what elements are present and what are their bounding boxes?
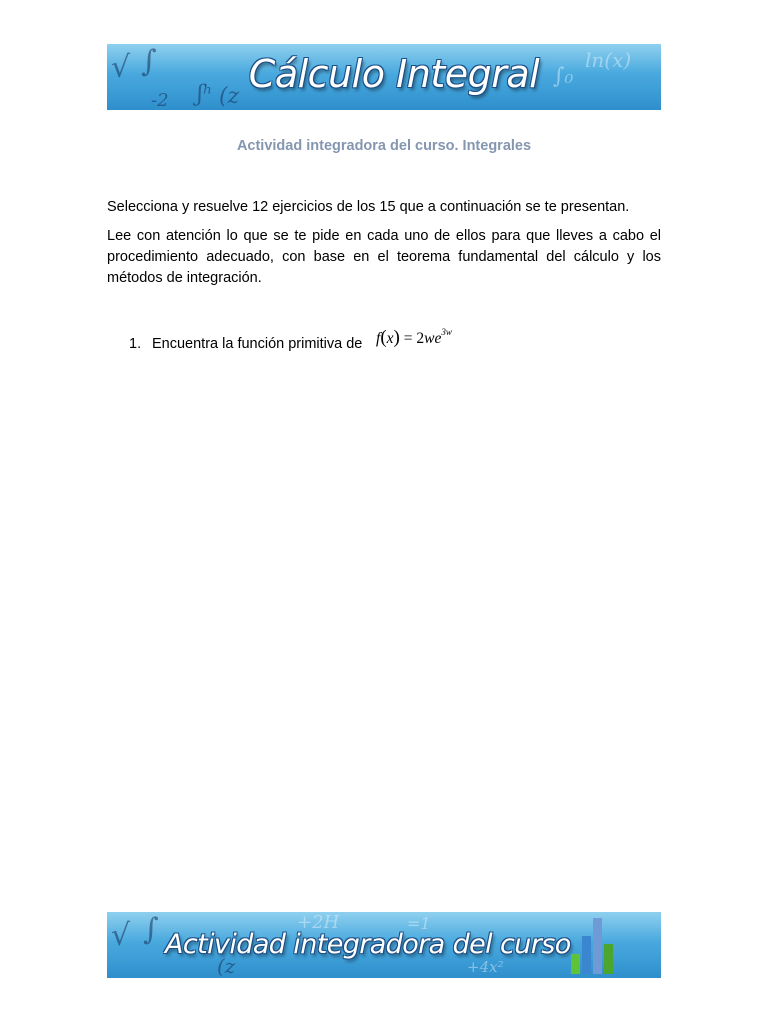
- banner-math-integral: ∫: [141, 44, 157, 79]
- instruction-paragraph-2: Lee con atención lo que se te pide en cada uno de ellos para que lleves a cabo el procedimiento adecuado, con base en el teorema fundamental del cálculo y los métodos de integración.: [107, 228, 661, 286]
- exercise-item-1: [129, 336, 362, 352]
- formula-equals: = 2: [399, 330, 425, 347]
- footer-banner: [107, 912, 661, 978]
- formula-open-paren: (: [380, 327, 387, 348]
- footer-math-sqrt: √: [111, 918, 131, 953]
- footer-banner-title: Actividad integradora del curso: [165, 929, 571, 960]
- banner-math-minus-two: -2: [151, 90, 169, 110]
- footer-math-z: (z: [217, 954, 236, 978]
- formula-close-paren: ): [393, 327, 400, 348]
- exercise-formula: [376, 327, 452, 349]
- formula-function: f: [376, 330, 381, 347]
- exercise-number: 1.: [129, 336, 142, 352]
- formula-exponent: 3w: [441, 326, 452, 337]
- header-banner: [107, 44, 661, 110]
- formula-e: e: [434, 330, 442, 347]
- banner-math-sqrt: √: [111, 50, 131, 85]
- bar-chart-logo-icon: [569, 914, 615, 976]
- header-banner-title: Cálculo Integral: [248, 52, 540, 96]
- banner-math-integral-h: ʃʰ: [197, 82, 213, 107]
- footer-math-equals-1: =1: [407, 914, 431, 933]
- banner-math-z: (z: [219, 84, 240, 109]
- formula-variable: x: [386, 330, 394, 347]
- footer-math-integral: ∫: [143, 912, 159, 947]
- banner-math-ln: ln(x): [585, 48, 632, 72]
- exercise-text: Encuentra la función primitiva de: [152, 336, 363, 352]
- instruction-paragraph-1: Selecciona y resuelve 12 ejercicios de los 15 que a continuación se te presentan.: [107, 199, 630, 215]
- footer-math-plus-2h: +2H: [297, 912, 340, 933]
- document-subtitle: Actividad integradora del curso. Integrales: [236, 138, 532, 154]
- formula-w: w: [424, 330, 435, 347]
- banner-math-integral-zero: ∫₀: [553, 64, 574, 89]
- footer-math-plus-4x: +4x²: [467, 958, 504, 976]
